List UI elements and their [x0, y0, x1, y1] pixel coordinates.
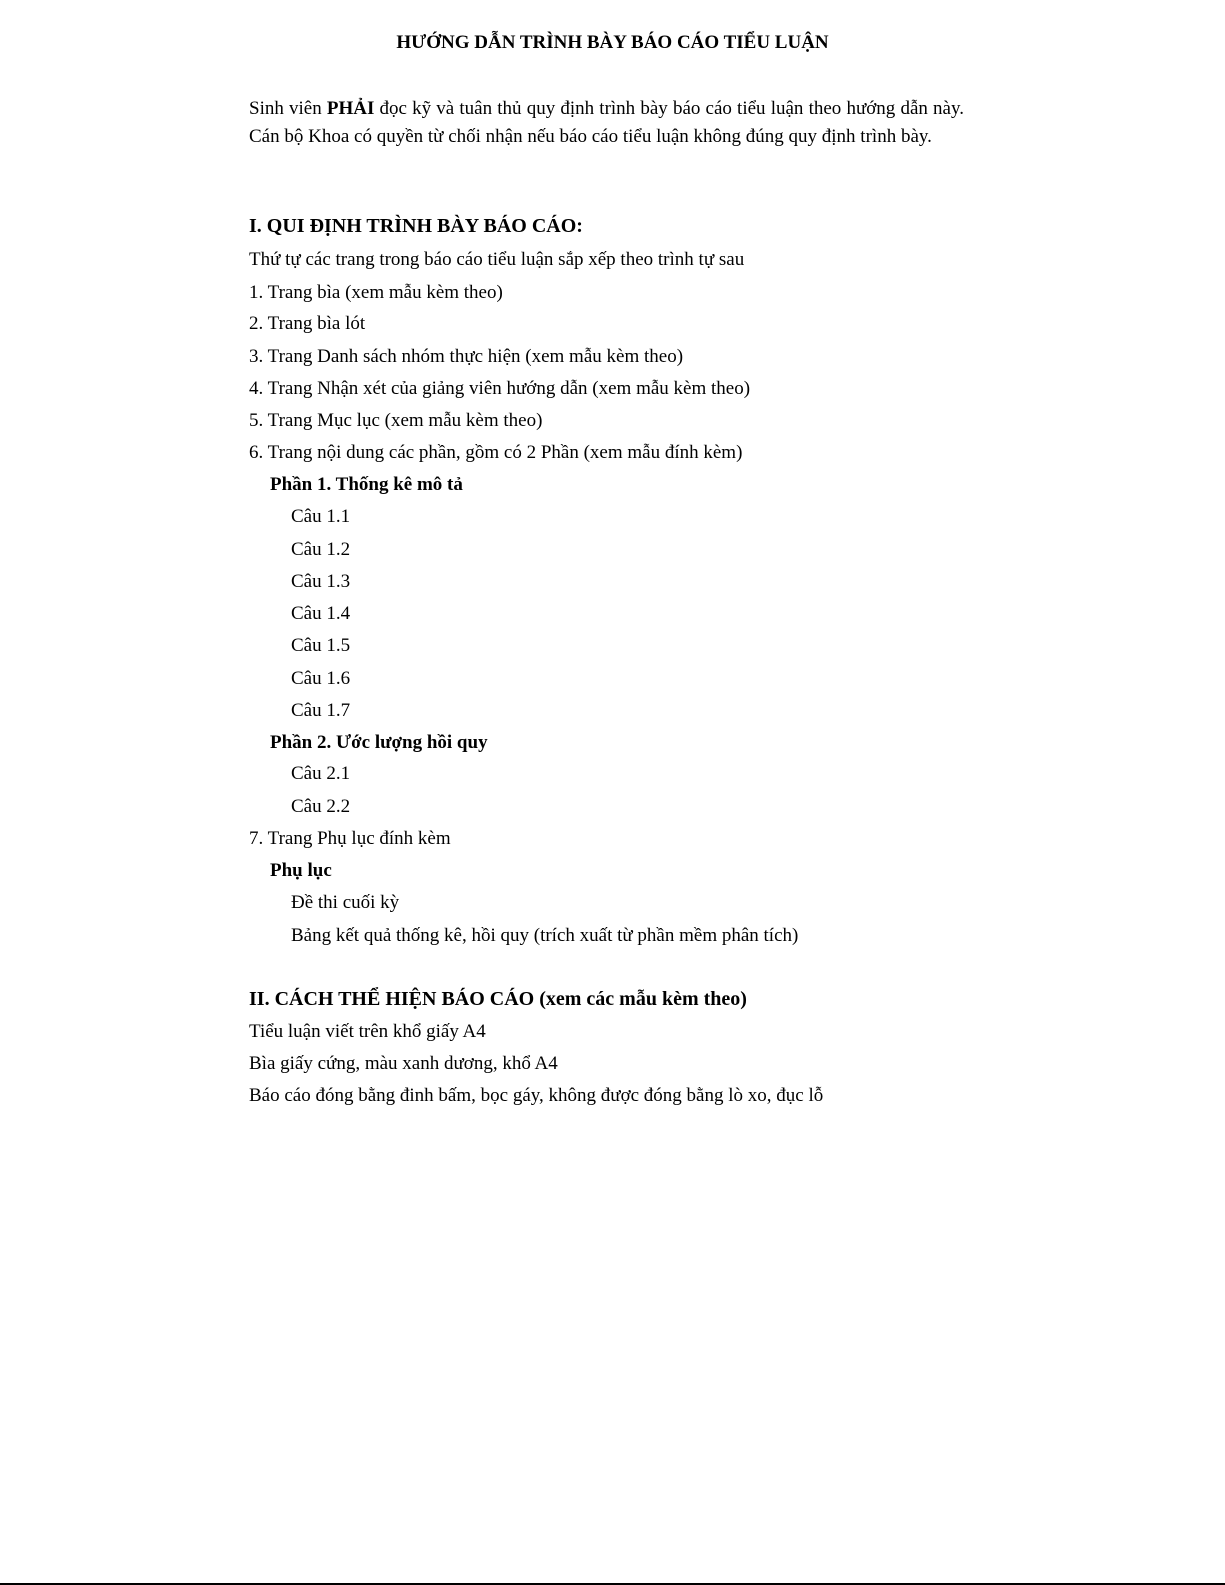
question-item: Câu 1.5	[291, 635, 351, 656]
list-item: 5. Trang Mục lục (xem mẫu kèm theo)	[249, 410, 543, 431]
question-item: Câu 1.3	[291, 571, 351, 592]
intro-bold-word: PHẢI	[326, 98, 375, 119]
list-item: 1. Trang bìa (xem mẫu kèm theo)	[249, 282, 503, 303]
list-item: 3. Trang Danh sách nhóm thực hiện (xem mẫu kèm theo)	[249, 346, 684, 367]
intro-paragraph	[249, 95, 964, 151]
question-item: Câu 2.1	[291, 763, 351, 784]
document-title: HƯỚNG DẪN TRÌNH BÀY BÁO CÁO TIỂU LUẬN	[396, 32, 829, 53]
section2-line: Bìa giấy cứng, màu xanh dương, khổ A4	[249, 1053, 558, 1074]
question-item: Câu 1.7	[291, 700, 351, 721]
part2-title: Phần 2. Ước lượng hồi quy	[270, 732, 488, 753]
section1-lead: Thứ tự các trang trong báo cáo tiểu luận sắp xếp theo trình tự sau	[249, 249, 745, 270]
question-item: Câu 1.4	[291, 603, 351, 624]
list-item: 7. Trang Phụ lục đính kèm	[249, 828, 451, 849]
question-item: Câu 1.2	[291, 539, 351, 560]
section2-line: Báo cáo đóng bằng đinh bấm, bọc gáy, không được đóng bằng lò xo, đục lỗ	[249, 1085, 824, 1106]
question-item: Câu 2.2	[291, 796, 351, 817]
list-item: 6. Trang nội dung các phần, gồm có 2 Phần (xem mẫu đính kèm)	[249, 442, 743, 463]
intro-text-start: Sinh viên	[249, 98, 327, 119]
question-item: Câu 1.6	[291, 668, 351, 689]
section1-heading: I. QUI ĐỊNH TRÌNH BÀY BÁO CÁO:	[249, 215, 583, 237]
appendix-item: Đề thi cuối kỳ	[291, 892, 400, 913]
section2-line: Tiểu luận viết trên khổ giấy A4	[249, 1021, 486, 1042]
question-item: Câu 1.1	[291, 506, 351, 527]
intro-text-rest: đọc kỹ và tuân thủ quy định trình bày báo cáo tiểu luận theo hướng dẫn này. Cán bộ Khoa có quyền từ chối nhận nếu báo cáo tiểu luận không đúng quy định trình bày.	[249, 98, 964, 147]
part1-title: Phần 1. Thống kê mô tả	[270, 474, 463, 495]
appendix-title: Phụ lục	[270, 860, 332, 881]
appendix-item: Bảng kết quả thống kê, hồi quy (trích xuất từ phần mềm phân tích)	[291, 925, 799, 946]
list-item: 2. Trang bìa lót	[249, 313, 366, 334]
section2-heading: II. CÁCH THỂ HIỆN BÁO CÁO (xem các mẫu kèm theo)	[249, 988, 747, 1010]
list-item: 4. Trang Nhận xét của giảng viên hướng dẫn (xem mẫu kèm theo)	[249, 378, 751, 399]
